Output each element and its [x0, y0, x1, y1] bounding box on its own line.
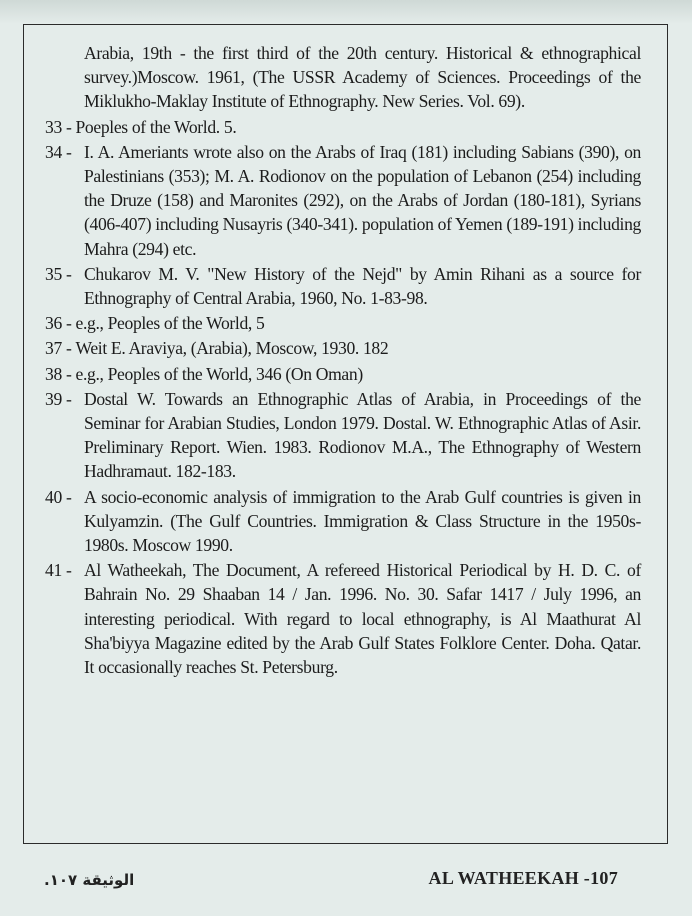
note-text: e.g., Peoples of the World, 346 (On Oman): [75, 363, 363, 384]
note-continuation: Arabia, 19th - the first third of the 20th century. Historical & ethnographical survey.)Moscow. 1961, (The USSR Academy of Sciences. Proceedings of the Miklukho-Maklay Institute of Ethnography. New Series. Vol. 69).: [84, 43, 641, 112]
note-39: [45, 387, 641, 484]
note-text: Chukarov M. V. "New History of the Nejd" by Amin Rihani as a source for Ethnography of Central Arabia, 1960, No. 1-83-98.: [84, 263, 641, 309]
note-33: [45, 115, 641, 139]
footer-page-number: AL WATHEEKAH -107: [428, 868, 618, 888]
note-text: I. A. Ameriants wrote also on the Arabs of Iraq (181) including Sabians (390), on Palestinians (353); M. A. Rodionov on the population of Lebanon (254) including the Druze (158) and Maronites (292), on the Arabs of Jordan (180-181), Syrians (406-407) including Nusayris (340-341). population of Yemen (189-191) including Mahra (294) etc.: [84, 141, 641, 259]
note-number: 39 -: [45, 388, 76, 409]
note-38: [45, 362, 641, 386]
note-number: 33 -: [45, 116, 76, 137]
note-41: [45, 558, 641, 679]
note-text: Al Watheekah, The Document, A refereed Historical Periodical by H. D. C. of Bahrain No. 29 Shaaban 14 / Jan. 1996. No. 30. Safar 1417 / July 1996, an interesting periodical. With regard to local ethnography, is Al Maathurat Al Sha'biyya Magazine edited by the Arab Gulf States Folklore Center. Doha. Qatar. It occasionally reaches St. Petersburg.: [84, 560, 641, 678]
note-text: A socio-economic analysis of immigration to the Arab Gulf countries is given in Kulyamzin. (The Gulf Countries. Immigration & Class Structure in the 1950s-1980s. Moscow 1990.: [84, 486, 641, 556]
page-top-edge: [0, 0, 692, 24]
note-37: [45, 336, 641, 360]
note-text: Poeples of the World. 5.: [75, 116, 237, 137]
note-number: 41 -: [45, 560, 76, 581]
endnotes-list: [45, 41, 641, 679]
note-number: 40 -: [45, 486, 76, 507]
note-36: [45, 311, 641, 335]
note-number: 34 -: [45, 141, 76, 162]
note-35: [45, 262, 641, 310]
note-40: [45, 485, 641, 558]
note-number: 35 -: [45, 263, 76, 284]
note-text: Weit E. Araviya, (Arabia), Moscow, 1930. 182: [75, 338, 389, 359]
note-text: e.g., Peoples of the World, 5: [75, 313, 265, 334]
footer-arabic-page-number: الوثيقة ١٠٧.: [44, 871, 135, 889]
note-number: 36 -: [45, 313, 76, 334]
note-number: 37 -: [45, 338, 76, 359]
note-34: [45, 140, 641, 261]
note-text: Dostal W. Towards an Ethnographic Atlas of Arabia, in Proceedings of the Seminar for Arabian Studies, London 1979. Dostal. W. Ethnographic Atlas of Asir. Preliminary Report. Wien. 1983. Rodionov M.A., The Ethnography of Western Hadhramaut. 182-183.: [84, 388, 641, 482]
note-number: 38 -: [45, 363, 76, 384]
